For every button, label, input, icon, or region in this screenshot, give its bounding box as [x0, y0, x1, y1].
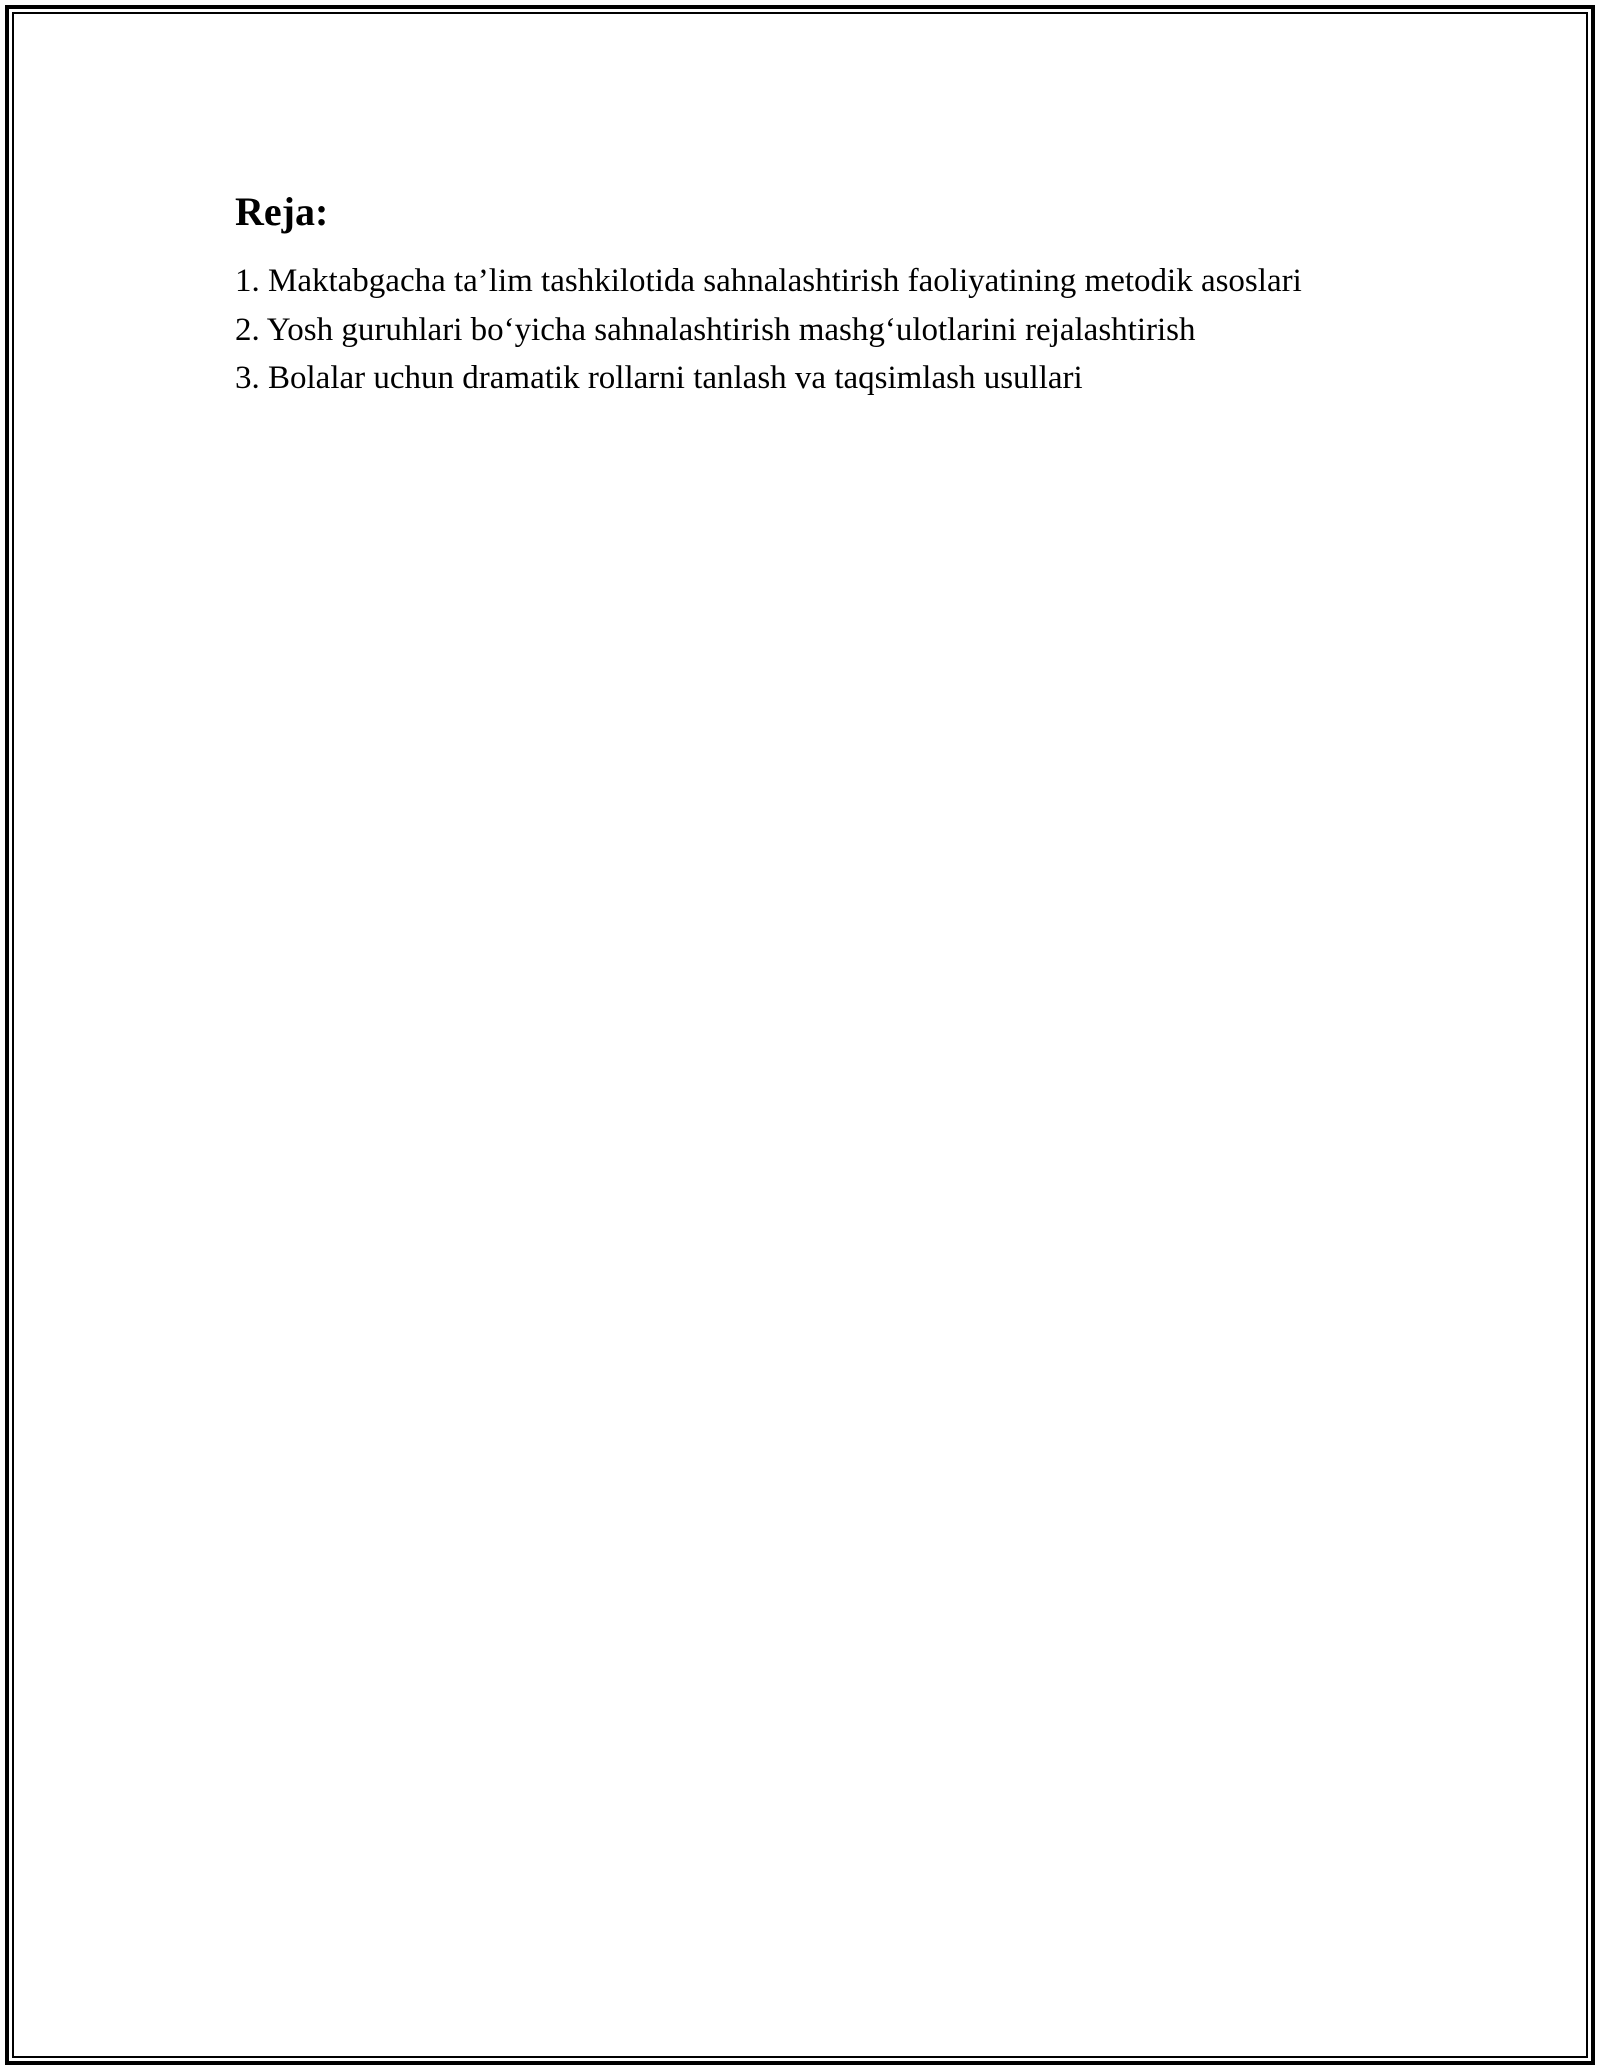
plan-item-2: 2. Yosh guruhlari bo‘yicha sahnalashtirish mashg‘ulotlarini rejalashtirish [235, 311, 1196, 348]
plan-item-3: 3. Bolalar uchun dramatik rollarni tanlash va taqsimlash usullari [235, 360, 1083, 396]
page-content [235, 185, 1385, 403]
plan-heading: Reja: [235, 189, 329, 234]
plan-list [235, 257, 1385, 403]
plan-item-1: 1. Maktabgacha ta’lim tashkilotida sahnalashtirish faoliyatining metodik asoslari [235, 263, 1302, 299]
